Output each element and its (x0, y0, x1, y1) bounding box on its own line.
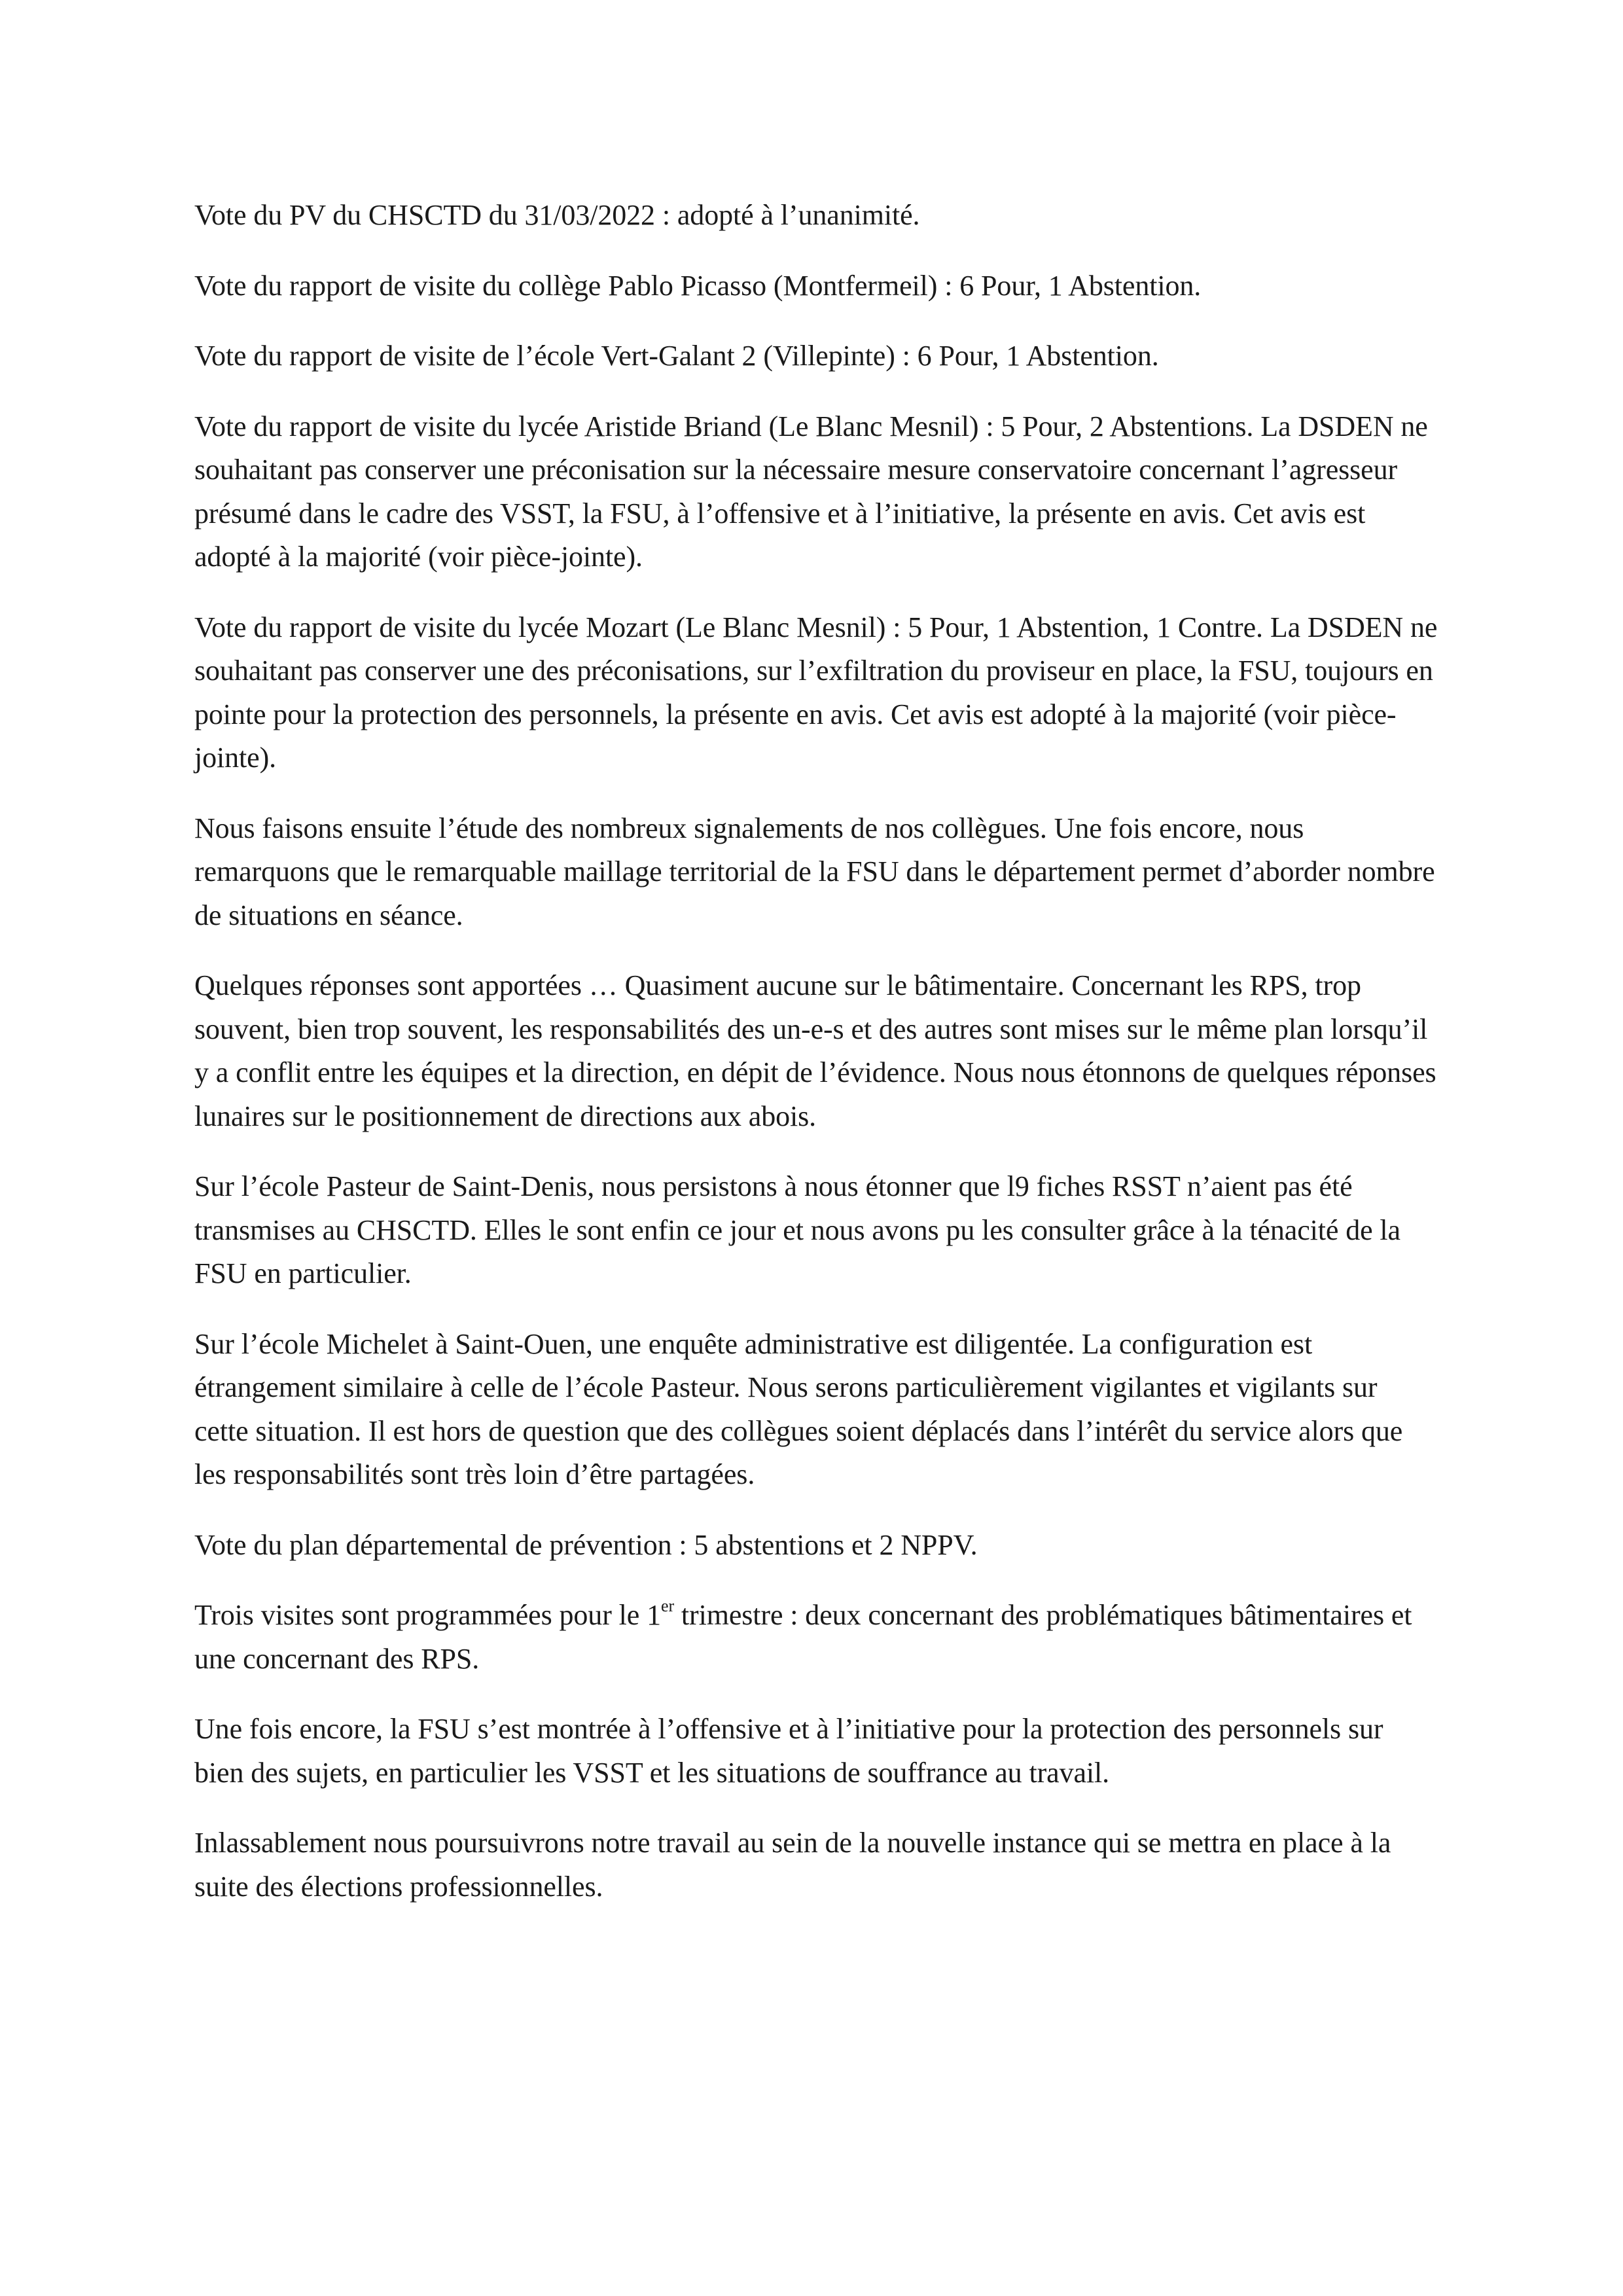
paragraph-signalements: Nous faisons ensuite l’étude des nombreux signalements de nos collègues. Une fois encore, nous remarquons que le remarquable maillage territorial de la FSU dans le département permet d’aborder nombre de situations en séance. (194, 812, 1435, 931)
paragraph-vote-pv: Vote du PV du CHSCTD du 31/03/2022 : adopté à l’unanimité. (194, 199, 920, 231)
paragraph-visites-programmees (194, 1594, 1438, 1681)
paragraph-plan-prevention: Vote du plan départemental de prévention : 5 abstentions et 2 NPPV. (194, 1528, 978, 1561)
paragraph-pasteur: Sur l’école Pasteur de Saint-Denis, nous persistons à nous étonner que l9 fiches RSST n’aient pas été transmises au CHSCTD. Elles le sont enfin ce jour et nous avons pu les consulter grâce à la ténacité de la FSU en particulier. (194, 1170, 1400, 1289)
paragraph-fsu-offensive: Une fois encore, la FSU s’est montrée à l’offensive et à l’initiative pour la protection des personnels sur bien des sujets, en particulier les VSST et les situations de souffrance au travail. (194, 1713, 1383, 1789)
paragraph-visites-superscript: er (661, 1596, 674, 1616)
paragraph-reponses: Quelques réponses sont apportées … Quasiment aucune sur le bâtimentaire. Concernant les RPS, trop souvent, bien trop souvent, les responsabilités des un-e-s et des autres sont mises sur le même plan lorsqu’il y a conflit entre les équipes et la direction, en dépit de l’évidence. Nous nous étonnons de quelques réponses lunaires sur le positionnement de directions aux abois. (194, 969, 1436, 1132)
paragraph-vote-vert-galant: Vote du rapport de visite de l’école Vert-Galant 2 (Villepinte) : 6 Pour, 1 Abstention. (194, 340, 1159, 372)
document-body (194, 194, 1438, 1935)
paragraph-vote-mozart: Vote du rapport de visite du lycée Mozart (Le Blanc Mesnil) : 5 Pour, 1 Abstention, 1 Contre. La DSDEN ne souhaitant pas conserver une des préconisations, sur l’exfiltration du proviseur en place, la FSU, toujours en pointe pour la protection des personnels, la présente en avis. Cet avis est adopté à la majorité (voir pièce-jointe). (194, 611, 1438, 774)
paragraph-visites-text-after: trimestre : deux concernant des problématiques bâtimentaires et une concernant des RPS. (194, 1599, 1412, 1675)
paragraph-visites-text-before: Trois visites sont programmées pour le 1 (194, 1599, 661, 1631)
paragraph-michelet: Sur l’école Michelet à Saint-Ouen, une enquête administrative est diligentée. La configuration est étrangement similaire à celle de l’école Pasteur. Nous serons particulièrement vigilantes et vigilants sur cette situation. Il est hors de question que des collègues soient déplacés dans l’intérêt du service alors que les responsabilités sont très loin d’être partagées. (194, 1327, 1403, 1490)
paragraph-vote-picasso: Vote du rapport de visite du collège Pablo Picasso (Montfermeil) : 6 Pour, 1 Abstention. (194, 269, 1202, 302)
paragraph-vote-briand: Vote du rapport de visite du lycée Aristide Briand (Le Blanc Mesnil) : 5 Pour, 2 Abstentions. La DSDEN ne souhaitant pas conserver une préconisation sur la nécessaire mesure conservatoire concernant l’agresseur présumé dans le cadre des VSST, la FSU, à l’offensive et à l’initiative, la présente en avis. Cet avis est adopté à la majorité (voir pièce-jointe). (194, 410, 1428, 573)
paragraph-conclusion: Inlassablement nous poursuivrons notre travail au sein de la nouvelle instance qui se mettra en place à la suite des élections professionnelles. (194, 1827, 1391, 1903)
